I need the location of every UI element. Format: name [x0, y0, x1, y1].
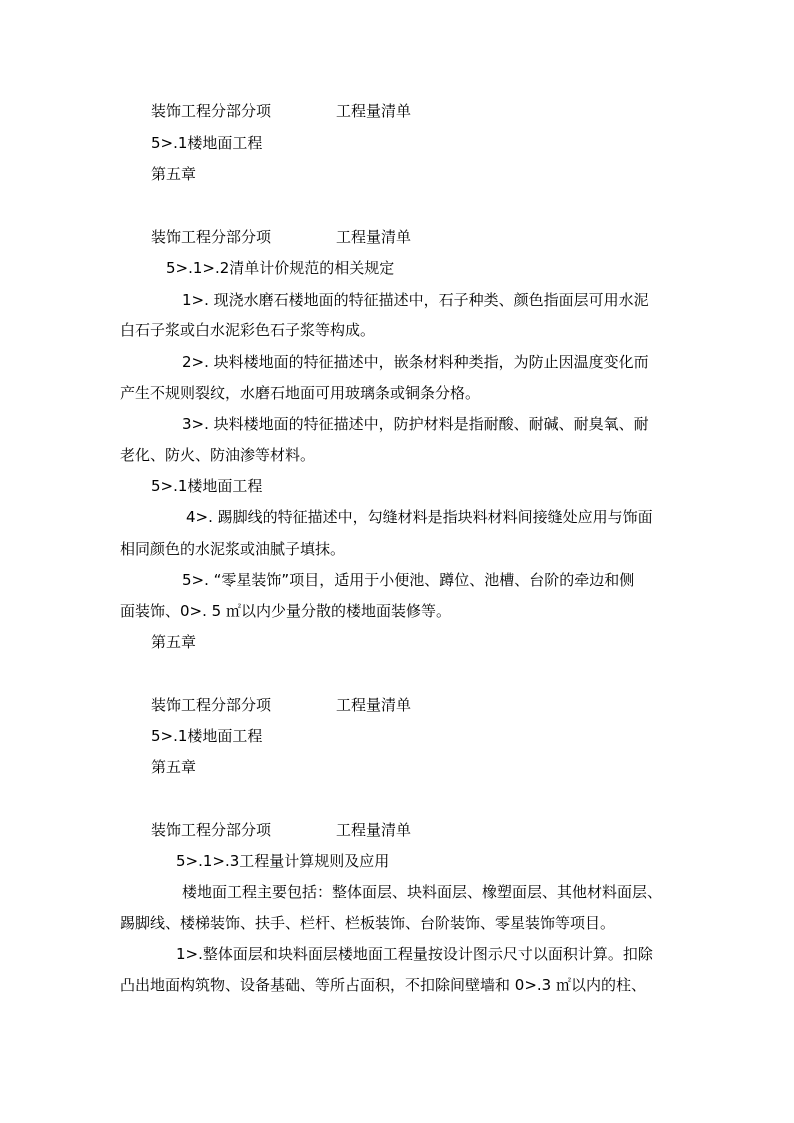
- page-header-left: 装饰工程分部分项: [151, 228, 272, 246]
- page-header-left: 装饰工程分部分项: [151, 821, 272, 839]
- paragraph-line: 产生不规则裂纹，水磨石地面可用玻璃条或铜条分格。: [120, 384, 481, 402]
- page-header-right: 工程量清单: [336, 228, 412, 246]
- paragraph-line: 白石子浆或白水泥彩色石子浆等构成。: [120, 321, 376, 339]
- page-header-right: 工程量清单: [336, 821, 412, 839]
- chapter-label: 第五章: [151, 633, 197, 651]
- page-header-right: 工程量清单: [336, 102, 412, 120]
- paragraph-line: 面装饰、0>. 5 ㎡以内少量分散的楼地面装修等。: [120, 602, 451, 620]
- subsection-heading: 5>.1>.3工程量计算规则及应用: [176, 852, 390, 870]
- paragraph-line: 2>. 块料楼地面的特征描述中，嵌条材料种类指，为防止因温度变化而: [182, 353, 649, 371]
- paragraph-line: 3>. 块料楼地面的特征描述中，防护材料是指耐酸、耐碱、耐臭氧、耐: [182, 415, 649, 433]
- chapter-label: 第五章: [151, 165, 197, 183]
- page-header-left: 装饰工程分部分项: [151, 696, 272, 714]
- page-header-left: 装饰工程分部分项: [151, 102, 272, 120]
- paragraph-line: 楼地面工程主要包括：整体面层、块料面层、橡塑面层、其他材料面层、: [182, 883, 663, 901]
- chapter-label: 第五章: [151, 758, 197, 776]
- page-header-right: 工程量清单: [336, 696, 412, 714]
- section-heading: 5>.1楼地面工程: [151, 727, 263, 745]
- paragraph-line: 4>. 踢脚线的特征描述中，勾缝材料是指块料材料间接缝处应用与饰面: [186, 508, 653, 526]
- paragraph-line: 相同颜色的水泥浆或油腻子填抹。: [120, 540, 346, 558]
- section-heading: 5>.1楼地面工程: [151, 134, 263, 152]
- paragraph-line: 1>. 现浇水磨石楼地面的特征描述中，石子种类、颜色指面层可用水泥: [182, 291, 649, 309]
- paragraph-line: 1>.整体面层和块料面层楼地面工程量按设计图示尺寸以面积计算。扣除: [176, 945, 653, 963]
- subsection-heading: 5>.1>.2清单计价规范的相关规定: [166, 259, 395, 277]
- paragraph-line: 踢脚线、楼梯装饰、扶手、栏杆、栏板装饰、台阶装饰、零星装饰等项目。: [120, 914, 616, 932]
- section-heading: 5>.1楼地面工程: [151, 477, 263, 495]
- paragraph-line: 凸出地面构筑物、设备基础、等所占面积，不扣除间壁墙和 0>.3 ㎡以内的柱、: [120, 976, 646, 994]
- paragraph-line: 老化、防火、防油渗等材料。: [120, 446, 316, 464]
- paragraph-line: 5>. “零星装饰”项目，适用于小便池、蹲位、池槽、台阶的牵边和侧: [182, 571, 635, 589]
